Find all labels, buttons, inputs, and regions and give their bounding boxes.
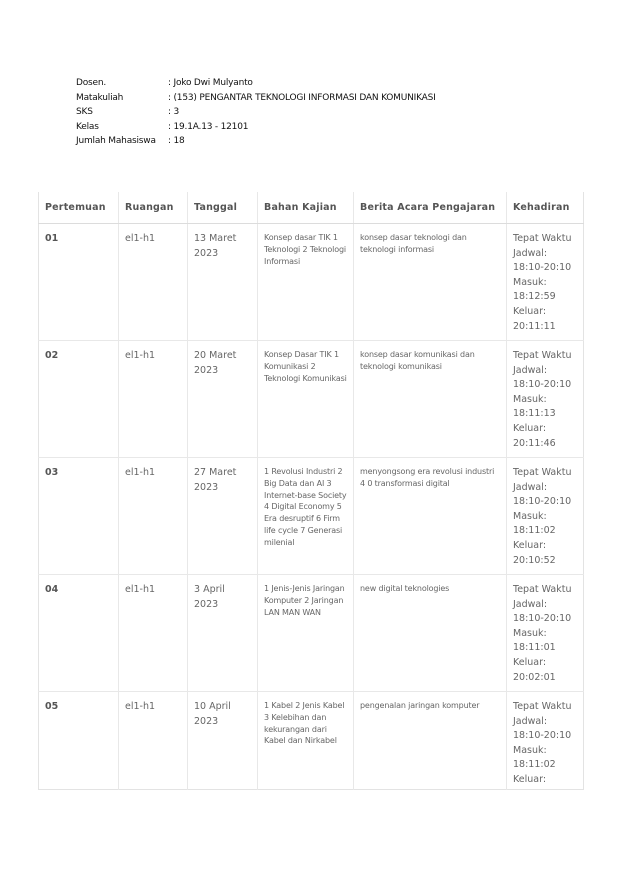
cell-berita-acara: konsep dasar teknologi dan teknologi informasi	[354, 224, 507, 341]
header-berita-acara: Berita Acara Pengajaran	[354, 192, 507, 224]
info-label: Kelas	[76, 121, 99, 132]
info-value: : 3	[168, 107, 180, 118]
cell-bahan-kajian: 1 Jenis-Jenis Jaringan Komputer 2 Jaringan LAN MAN WAN	[258, 575, 354, 692]
info-label: SKS	[76, 107, 93, 118]
cell-ruangan: el1-h1	[119, 575, 188, 692]
cell-kehadiran: Tepat Waktu Jadwal: 18:10-20:10 Masuk: 18:11:02 Keluar:	[507, 692, 584, 790]
cell-tanggal: 20 Maret 2023	[188, 341, 258, 458]
cell-berita-acara: konsep dasar komunikasi dan teknologi komunikasi	[354, 341, 507, 458]
cell-kehadiran: Tepat Waktu Jadwal: 18:10-20:10 Masuk: 18:12:59 Keluar: 20:11:11	[507, 224, 584, 341]
table-row	[39, 575, 584, 692]
cell-kehadiran: Tepat Waktu Jadwal: 18:10-20:10 Masuk: 18:11:01 Keluar: 20:02:01	[507, 575, 584, 692]
info-row-kelas	[76, 120, 436, 135]
cell-pertemuan: 01	[39, 224, 119, 341]
cell-bahan-kajian: 1 Kabel 2 Jenis Kabel 3 Kelebihan dan kekurangan dari Kabel dan Nirkabel	[258, 692, 354, 790]
cell-tanggal: 3 April 2023	[188, 575, 258, 692]
info-value: : (153) PENGANTAR TEKNOLOGI INFORMASI DAN KOMUNIKASI	[168, 92, 436, 103]
info-row-jumlah-mahasiswa	[76, 134, 436, 149]
cell-tanggal: 27 Maret 2023	[188, 458, 258, 575]
cell-kehadiran: Tepat Waktu Jadwal: 18:10-20:10 Masuk: 18:11:13 Keluar: 20:11:46	[507, 341, 584, 458]
header-tanggal: Tanggal	[188, 192, 258, 224]
info-row-dosen	[76, 76, 436, 91]
cell-berita-acara: pengenalan jaringan komputer	[354, 692, 507, 790]
attendance-table	[38, 192, 584, 790]
info-value: : 19.1A.13 - 12101	[168, 121, 249, 132]
cell-tanggal: 13 Maret 2023	[188, 224, 258, 341]
table-row	[39, 458, 584, 575]
cell-pertemuan: 03	[39, 458, 119, 575]
table-header-row	[39, 192, 584, 224]
header-bahan-kajian: Bahan Kajian	[258, 192, 354, 224]
table-row	[39, 224, 584, 341]
table-row	[39, 692, 584, 790]
cell-ruangan: el1-h1	[119, 224, 188, 341]
cell-bahan-kajian: Konsep dasar TIK 1 Teknologi 2 Teknologi Informasi	[258, 224, 354, 341]
info-value: : 18	[168, 136, 185, 147]
table-row	[39, 341, 584, 458]
header-ruangan: Ruangan	[119, 192, 188, 224]
info-label: Jumlah Mahasiswa	[76, 136, 156, 147]
cell-pertemuan: 04	[39, 575, 119, 692]
cell-ruangan: el1-h1	[119, 341, 188, 458]
info-row-matakuliah	[76, 91, 436, 106]
info-label: Dosen.	[76, 78, 107, 88]
course-info	[76, 76, 436, 149]
cell-bahan-kajian: Konsep Dasar TIK 1 Komunikasi 2 Teknologi Komunikasi	[258, 341, 354, 458]
info-value: : Joko Dwi Mulyanto	[168, 78, 253, 88]
header-kehadiran: Kehadiran	[507, 192, 584, 224]
info-row-sks	[76, 105, 436, 120]
cell-tanggal: 10 April 2023	[188, 692, 258, 790]
cell-ruangan: el1-h1	[119, 458, 188, 575]
info-label: Matakuliah	[76, 92, 124, 103]
header-pertemuan: Pertemuan	[39, 192, 119, 224]
cell-pertemuan: 05	[39, 692, 119, 790]
cell-ruangan: el1-h1	[119, 692, 188, 790]
cell-bahan-kajian: 1 Revolusi Industri 2 Big Data dan AI 3 Internet-base Society 4 Digital Economy 5 Era desruptif 6 Firm life cycle 7 Generasi milenial	[258, 458, 354, 575]
cell-berita-acara: new digital teknologies	[354, 575, 507, 692]
cell-pertemuan: 02	[39, 341, 119, 458]
cell-berita-acara: menyongsong era revolusi industri 4 0 transformasi digital	[354, 458, 507, 575]
cell-kehadiran: Tepat Waktu Jadwal: 18:10-20:10 Masuk: 18:11:02 Keluar: 20:10:52	[507, 458, 584, 575]
